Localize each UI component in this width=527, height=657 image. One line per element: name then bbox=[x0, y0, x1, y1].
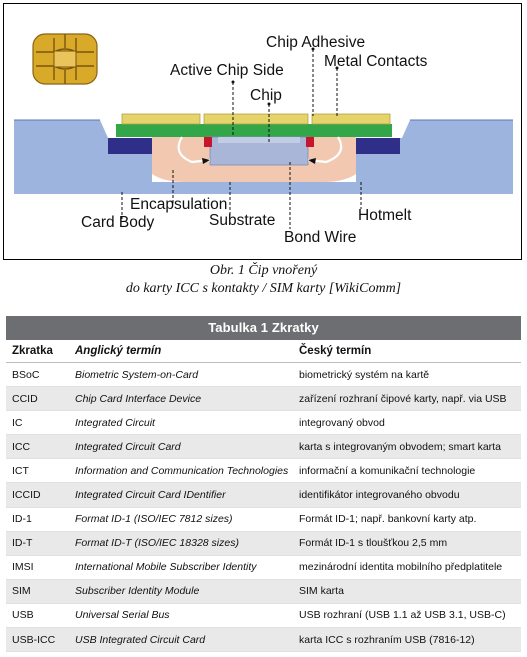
figure-caption bbox=[0, 262, 527, 298]
metal-contacts-right bbox=[312, 114, 390, 124]
adhesive-right bbox=[306, 137, 314, 147]
cell-english-term: Integrated Circuit bbox=[69, 411, 293, 435]
substrate-layer bbox=[116, 124, 392, 137]
cell-abbreviation: ICCID bbox=[6, 483, 69, 507]
sim-chip-icon bbox=[33, 34, 97, 84]
cell-english-term: Integrated Circuit Card bbox=[69, 435, 293, 459]
cell-czech-term: USB rozhraní (USB 1.1 až USB 3.1, USB-C) bbox=[293, 603, 521, 627]
cell-english-term: USB Integrated Circuit Card bbox=[69, 628, 293, 652]
metal-contacts-mid bbox=[204, 114, 308, 124]
label-active-chip-side: Active Chip Side bbox=[170, 62, 284, 79]
cell-english-term: International Mobile Subscriber Identity bbox=[69, 555, 293, 579]
label-chip-adhesive: Chip Adhesive bbox=[266, 34, 366, 51]
table-row bbox=[6, 483, 521, 507]
adhesive-left bbox=[204, 137, 212, 147]
cell-english-term: Format ID-T (ISO/IEC 18328 sizes) bbox=[69, 531, 293, 555]
cell-czech-term: SIM karta bbox=[293, 579, 521, 603]
cell-abbreviation: ICT bbox=[6, 459, 69, 483]
cell-czech-term: Formát ID-1 s tloušťkou 2,5 mm bbox=[293, 531, 521, 555]
table-row bbox=[6, 555, 521, 579]
cell-english-term: Chip Card Interface Device bbox=[69, 387, 293, 411]
header-english-term: Anglický termín bbox=[69, 340, 293, 363]
label-encapsulation: Encapsulation bbox=[130, 196, 228, 213]
cell-abbreviation: IMSI bbox=[6, 555, 69, 579]
table-row bbox=[6, 459, 521, 483]
cell-english-term: Subscriber Identity Module bbox=[69, 579, 293, 603]
figure-frame bbox=[3, 3, 522, 260]
cell-abbreviation: ID-T bbox=[6, 531, 69, 555]
cell-czech-term: mezinárodní identita mobilního předplatitele bbox=[293, 555, 521, 579]
table-row bbox=[6, 435, 521, 459]
table-row bbox=[6, 411, 521, 435]
cell-abbreviation: CCID bbox=[6, 387, 69, 411]
chip-cross-section-diagram bbox=[4, 4, 523, 261]
cell-abbreviation: USB bbox=[6, 603, 69, 627]
cell-english-term: Integrated Circuit Card IDentifier bbox=[69, 483, 293, 507]
cell-english-term: Universal Serial Bus bbox=[69, 603, 293, 627]
active-chip-side-layer bbox=[218, 137, 300, 143]
label-bond-wire: Bond Wire bbox=[284, 229, 357, 246]
table-row bbox=[6, 628, 521, 652]
cell-abbreviation: ICC bbox=[6, 435, 69, 459]
cell-abbreviation: ID-1 bbox=[6, 507, 69, 531]
table-row bbox=[6, 603, 521, 627]
abbreviations-table bbox=[6, 316, 521, 652]
hotmelt-left bbox=[108, 138, 152, 154]
caption-line-2: do karty ICC s kontakty / SIM karty [WikiComm] bbox=[125, 281, 402, 296]
cell-english-term: Format ID-1 (ISO/IEC 7812 sizes) bbox=[69, 507, 293, 531]
cell-czech-term: karta ICC s rozhraním USB (7816-12) bbox=[293, 628, 521, 652]
table-row bbox=[6, 387, 521, 411]
table-row bbox=[6, 507, 521, 531]
header-abbreviation: Zkratka bbox=[6, 340, 69, 363]
table-row bbox=[6, 579, 521, 603]
cell-abbreviation: USB-ICC bbox=[6, 628, 69, 652]
table-row bbox=[6, 531, 521, 555]
cell-czech-term: informační a komunikační technologie bbox=[293, 459, 521, 483]
table-header-row bbox=[6, 340, 521, 363]
header-czech-term: Český termín bbox=[293, 340, 521, 363]
table-row bbox=[6, 363, 521, 387]
cell-english-term: Information and Communication Technologies bbox=[69, 459, 293, 483]
label-metal-contacts: Metal Contacts bbox=[324, 53, 428, 70]
metal-contacts-left bbox=[122, 114, 200, 124]
cell-czech-term: zařízení rozhraní čipové karty, např. via USB bbox=[293, 387, 521, 411]
table-body bbox=[6, 363, 521, 652]
abbreviations-grid bbox=[6, 340, 521, 652]
cell-abbreviation: SIM bbox=[6, 579, 69, 603]
label-chip: Chip bbox=[250, 87, 282, 104]
cell-czech-term: karta s integrovaným obvodem; smart karta bbox=[293, 435, 521, 459]
cell-czech-term: identifikátor integrovaného obvodu bbox=[293, 483, 521, 507]
label-substrate: Substrate bbox=[209, 212, 276, 229]
cell-abbreviation: BSoC bbox=[6, 363, 69, 387]
hotmelt-right bbox=[356, 138, 400, 154]
caption-line-1: Obr. 1 Čip vnořený bbox=[209, 263, 318, 278]
label-hotmelt: Hotmelt bbox=[358, 207, 412, 224]
cell-english-term: Biometric System-on-Card bbox=[69, 363, 293, 387]
cell-czech-term: integrovaný obvod bbox=[293, 411, 521, 435]
cell-czech-term: biometrický systém na kartě bbox=[293, 363, 521, 387]
table-title: Tabulka 1 Zkratky bbox=[6, 316, 521, 340]
label-card-body: Card Body bbox=[81, 214, 155, 231]
cell-czech-term: Formát ID-1; např. bankovní karty atp. bbox=[293, 507, 521, 531]
cell-abbreviation: IC bbox=[6, 411, 69, 435]
